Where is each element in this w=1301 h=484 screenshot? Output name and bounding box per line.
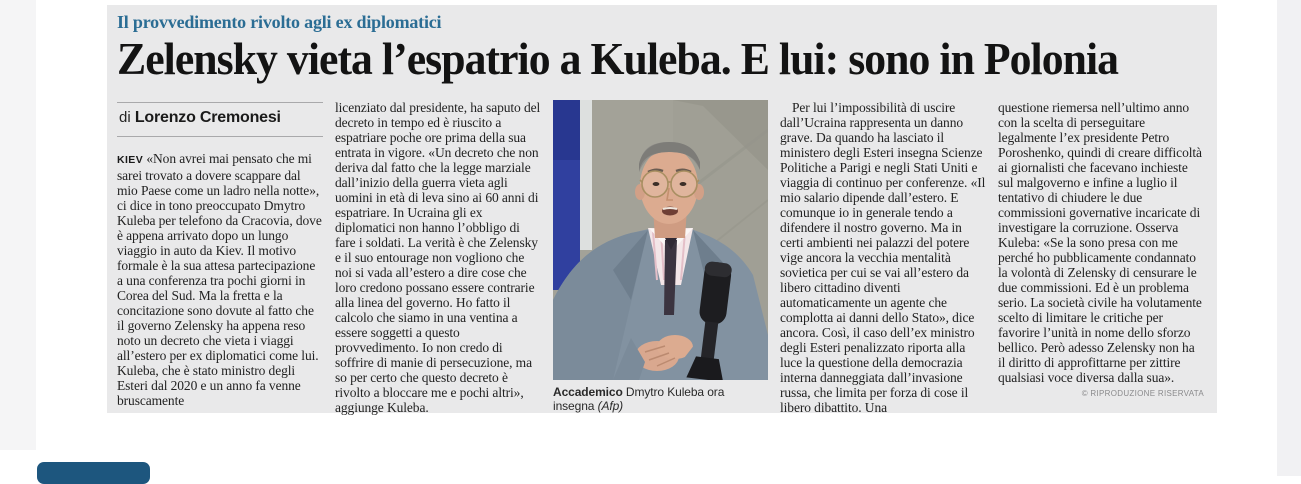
paragraph-1 <box>117 151 323 408</box>
caption-text: Dmytro Kuleba ora insegna <box>553 385 725 413</box>
byline-prefix: di <box>119 109 135 126</box>
byline-author: Lorenzo Cremonesi <box>134 109 281 126</box>
article-headline <box>117 35 1207 82</box>
column-4 <box>998 100 1204 398</box>
photo-dmytro-kuleba <box>553 100 768 380</box>
column-3 <box>780 100 986 415</box>
article-zelensky-kuleba <box>107 5 1217 413</box>
byline <box>117 102 323 137</box>
paragraph-4: questione riemersa nell’ultimo anno con la scelta di perseguitare legalmente l’ex presidente Petro Poroshenko, quindi di creare difficoltà ai giornalisti che facevano inchieste sul malgoverno e infine a luglio il tentativo di chiudere le due commissioni governative incaricate di investigare la corruzione. Osserva Kuleba: «Se la sono presa con me perché ho pubblicamente condannato la volontà di Zelensky di censurare le due commissioni. Ed è un problema serio. La società civile ha volutamente scelto di limitare le critiche per favorire l’unità in nome dello sforzo bellico. Però adesso Zelensky non ha il diritto di approfittarne per zittire qualsiasi voce diversa dalla sua». <box>998 100 1202 385</box>
article-columns <box>117 100 1207 415</box>
column-1 <box>117 100 323 408</box>
photo-caption <box>553 385 768 413</box>
photo-illustration <box>553 100 768 380</box>
caption-credit: (Afp) <box>597 399 624 413</box>
dateline-kiev: KIEV <box>117 154 144 166</box>
headline-text: Zelensky vieta l’espatrio a Kuleba. E lui: sono in Polonia <box>117 33 1119 84</box>
paragraph-3: Per lui l’impossibilità di uscire dall’Ucraina rappresenta un danno grave. Da quando ha lasciato il ministero degli Esteri insegna Scienze Politiche a Parigi e negli Stati Uniti e viaggia di continuo per conferenze. «Il mio salario dipende dall’estero. E comunque io in generale tendo a difendere il nostro governo. Ma in certi ambienti nei palazzi del potere vige ancora la vecchia mentalità sovietica per cui se vai all’estero da libero cittadino diventi automaticamente un agente che complotta ai danni dello Stato», dice ancora. Così, il caso dell’ex ministro degli Esteri penalizzato riporta alla luce la questione della democrazia interna danneggiata dall’invasione russa, che limita per forza di cose il libero dibattito. Una <box>780 100 986 415</box>
page-left-margin <box>0 0 36 450</box>
article-kicker: Il provvedimento rivolto agli ex diplomatici <box>117 12 442 32</box>
bottom-left-button[interactable] <box>37 462 150 484</box>
photo-column <box>553 100 768 413</box>
column-2 <box>335 100 541 415</box>
paragraph-2: licenziato dal presidente, ha saputo del decreto in tempo ed è riuscito a espatriare poche ore prima della sua entrata in vigore. «Un decreto che non deriva dal fatto che la legge marziale dall’inizio della guerra vieta agli uomini in età di leva sino ai 60 anni di espatriare. In Ucraina gli ex diplomatici non hanno l’obbligo di fare i soldati. La verità è che Zelensky e il suo entourage non vogliono che noi si vada all’estero a dire cose che loro credono possano essere contrarie alla linea del governo. Ho fatto il calcolo che siamo in una ventina a essere soggetti a questo provvedimento. Io non credo di soffrire di manie di persecuzione, ma so per certo che questo decreto è rivolto a bloccare me e pochi altri», aggiunge Kuleba. <box>335 100 541 415</box>
copyright-notice: © RIPRODUZIONE RISERVATA <box>1081 389 1204 398</box>
paragraph-1-text: «Non avrei mai pensato che mi sarei trovato a dovere scappare dal mio Paese come un ladro nella notte», ci dice in tono preoccupato Dmytro Kuleba per telefono da Cracovia, dove è appena arrivato dopo un lungo viaggio in auto da Kiev. Il motivo formale è la sua attesa partecipazione a una conferenza tra pochi giorni in Corea del Sud. Ma la fretta e la concitazione sono dovute al fatto che il governo Zelensky ha appena reso noto un decreto che vieta i viaggi all’estero per ex diplomatici come lui. Kuleba, che è stato ministro degli Esteri dal 2020 e un anno fa venne bruscamente <box>117 151 322 408</box>
adjacent-column-strip <box>1277 0 1301 476</box>
caption-label: Accademico <box>553 385 623 399</box>
